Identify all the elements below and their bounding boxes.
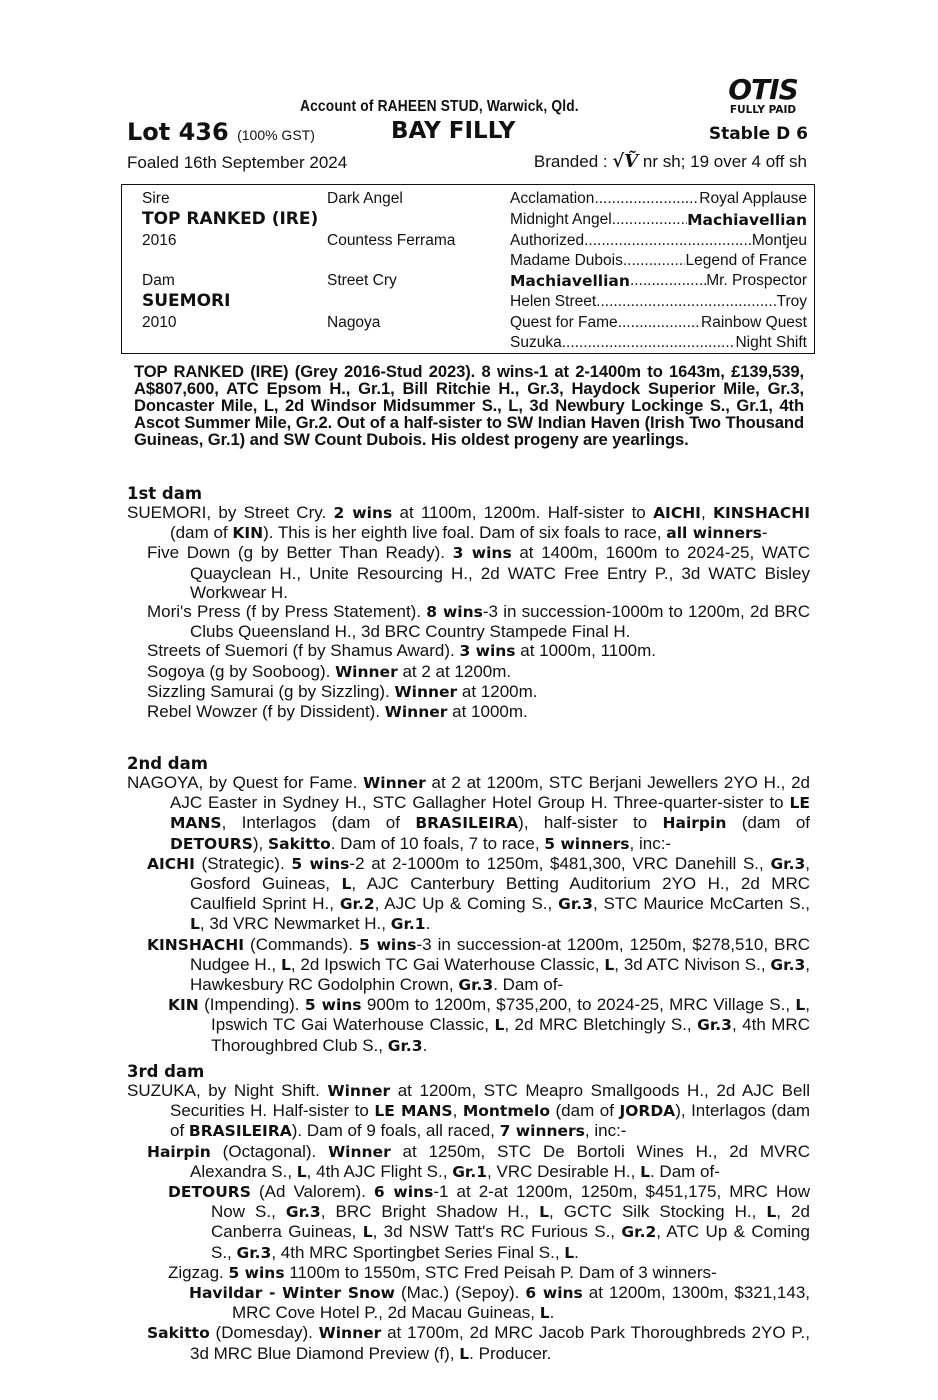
stable-location: Stable D 6 bbox=[708, 124, 808, 144]
gst-note: (100% GST) bbox=[237, 127, 315, 143]
otis-fully-paid-logo bbox=[720, 73, 806, 116]
grandparent-left: Madame Dubois bbox=[510, 252, 623, 269]
dam-entry: SUZUKA, by Night Shift. Winner at 1200m, STC Meapro Smallgoods H., 2d AJC Bell Securities H. Half-sister to LE MANS, Montmelo (dam of JORDA), Interlagos (dam of BRASILEIRA). Dam of 9 foals, all raced, 7 winners, inc:- bbox=[127, 1081, 811, 1141]
grandparent-row bbox=[510, 231, 807, 251]
sire-summary: TOP RANKED (IRE) (Grey 2016-Stud 2023). 8 wins-1 at 2-1400m to 1643m, £139,539, A$807,600, ATC Epsom H., Gr.1, Bill Ritchie H., Gr.3, Haydock Superior Mile, Gr.3, Doncaster Mile, L, 2d Windsor Midsummer S., L, 3d Newbury Lockinge S., Gr.1, 4th Ascot Summer Mile, Gr.2. Out of a half-sister to SW Indian Haven (Irish Two Thousand Guineas, Gr.1) and SW Count Dubois. His oldest progeny are yearlings. bbox=[134, 362, 804, 449]
progeny-entry: Mori's Press (f by Press Statement). 8 wins-3 in succession-1000m to 1200m, 2d BRC Clubs Queensland H., 3d BRC Country Stampede Final H. bbox=[147, 602, 810, 642]
grandparent-left: Machiavellian bbox=[510, 272, 630, 290]
horse-description: BAY FILLY bbox=[391, 118, 516, 144]
progeny-entry: Zigzag. 5 wins 1100m to 1550m, STC Fred Peisah P. Dam of 3 winners- bbox=[168, 1262, 717, 1282]
dam-of-dam: Nagoya bbox=[327, 314, 381, 331]
progeny-entry: KINSHACHI (Commands). 5 wins-3 in succession-at 1200m, 1250m, $278,510, BRC Nudgee H., L, 2d Ipswich TC Gai Waterhouse Classic, L, 3d ATC Nivison S., Gr.3, Hawkesbury RC Godolphin Crown, Gr.3. Dam of- bbox=[147, 934, 810, 995]
sire-name: TOP RANKED (IRE) bbox=[142, 209, 319, 229]
grandparent-row bbox=[510, 292, 807, 312]
progeny-entry: DETOURS (Ad Valorem). 6 wins-1 at 2-at 1200m, 1250m, $451,175, MRC How Now S., Gr.3, BRC Bright Shadow H., L, GCTC Silk Stocking H., L, 2d Canberra Guineas, L, 3d NSW Tatt's RC Furious S., Gr.2, ATC Up & Coming S., Gr.3, 4th MRC Sportingbet Series Final S., L. bbox=[168, 1182, 811, 1262]
grandparent-right: Legend of France bbox=[685, 252, 807, 269]
sire-label: Sire bbox=[142, 190, 170, 207]
vendor-account: Account of RAHEEN STUD, Warwick, Qld. bbox=[300, 98, 579, 115]
progeny-entry: Havildar - Winter Snow (Mac.) (Sepoy). 6 wins at 1200m, 1300m, $321,143, MRC Cove Hotel P., 2d Macau Guineas, L. bbox=[189, 1283, 810, 1323]
progeny-entry: Five Down (g by Better Than Ready). 3 wins at 1400m, 1600m to 2024-25, WATC Quayclean H., Unite Resourcing H., 2d WATC Free Entry P., 3d WATC Bisley Workwear H. bbox=[147, 543, 810, 602]
grandparent-right: Montjeu bbox=[751, 232, 807, 249]
progeny-entry: Hairpin (Octagonal). Winner at 1250m, STC De Bortoli Wines H., 2d MVRC Alexandra S., L, 4th AJC Flight S., Gr.1, VRC Desirable H., L. Dam of- bbox=[147, 1141, 810, 1181]
first-dam-section bbox=[127, 484, 810, 722]
progeny-entry: Sakitto (Domesday). Winner at 1700m, 2d MRC Jacob Park Thoroughbreds 2YO P., 3d MRC Blue Diamond Preview (f), L. Producer. bbox=[147, 1323, 810, 1363]
third-dam-entries bbox=[127, 1081, 810, 1364]
third-dam-heading: 3rd dam bbox=[127, 1062, 205, 1081]
grandparent-row bbox=[510, 333, 807, 353]
grandparent-row bbox=[510, 313, 807, 333]
grandparent-row bbox=[510, 189, 807, 209]
sire-year: 2016 bbox=[142, 232, 177, 249]
sire-of-sire: Dark Angel bbox=[327, 190, 403, 207]
branded-detail: nr sh; 19 over 4 off sh bbox=[642, 152, 807, 171]
first-dam-entries bbox=[127, 503, 810, 722]
third-dam-section bbox=[127, 1062, 810, 1364]
grandparent-right: Royal Applause bbox=[699, 190, 807, 207]
dam-entry: NAGOYA, by Quest for Fame. Winner at 2 at 1200m, STC Berjani Jewellers 2YO H., 2d AJC Easter in Sydney H., STC Gallagher Hotel Group H. Three-quarter-sister to LE MANS, Interlagos (dam of BRASILEIRA), half-sister to Hairpin (dam of DETOURS), Sakitto. Dam of 10 foals, 7 to race, 5 winners, inc:- bbox=[127, 773, 811, 853]
otis-logo-icon: OTIS bbox=[728, 73, 798, 106]
grandparent-row bbox=[510, 251, 807, 271]
grandparent-left: Acclamation bbox=[510, 190, 595, 207]
brand-mark-icon: √Ṽ bbox=[612, 151, 639, 172]
grandparent-left: Quest for Fame bbox=[510, 314, 618, 331]
second-dam-entries bbox=[127, 773, 810, 1056]
progeny-entry: KIN (Impending). 5 wins 900m to 1200m, $735,200, to 2024-25, MRC Village S., L, Ipswich TC Gai Waterhouse Classic, L, 2d MRC Bletchingly S., Gr.3, 4th MRC Thoroughbred Club S., Gr.3. bbox=[168, 995, 810, 1055]
dam-label: Dam bbox=[142, 272, 175, 289]
grandparent-left: Helen Street bbox=[510, 293, 597, 310]
sire-of-dam: Street Cry bbox=[327, 272, 397, 289]
grandparent-row bbox=[510, 210, 807, 230]
grandparent-row bbox=[510, 271, 807, 291]
dam-name: SUEMORI bbox=[142, 291, 231, 311]
dam-of-sire: Countess Ferrama bbox=[327, 232, 456, 249]
dam-entry: SUEMORI, by Street Cry. 2 wins at 1100m, 1200m. Half-sister to AICHI, KINSHACHI (dam of KIN). This is her eighth live foal. Dam of six foals to race, all winners- bbox=[127, 503, 810, 543]
lot-line bbox=[127, 118, 810, 152]
progeny-entry: Sogoya (g by Sooboog). Winner at 2 at 1200m. bbox=[147, 661, 512, 681]
grandparent-left: Midnight Angel bbox=[510, 211, 612, 228]
dam-year: 2010 bbox=[142, 314, 177, 331]
fully-paid-label: FULLY PAID bbox=[729, 104, 797, 116]
lot-number bbox=[127, 118, 315, 146]
grandparent-right: Night Shift bbox=[735, 334, 807, 351]
branded-label: Branded : bbox=[533, 152, 608, 171]
second-dam-heading: 2nd dam bbox=[127, 754, 208, 773]
pedigree-table bbox=[121, 184, 815, 354]
grandparent-right: Mr. Prospector bbox=[706, 272, 807, 289]
grandparent-left: Authorized bbox=[510, 232, 585, 249]
brand-info bbox=[534, 151, 807, 172]
grandparent-right: Machiavellian bbox=[687, 211, 807, 229]
foaled-date: Foaled 16th September 2024 bbox=[127, 153, 348, 172]
lot-label: Lot 436 bbox=[127, 118, 229, 146]
progeny-entry: AICHI (Strategic). 5 wins-2 at 2-1000m to 1250m, $481,300, VRC Danehill S., Gr.3, Gosford Guineas, L, AJC Canterbury Betting Auditorium 2YO H., 2d MRC Caulfield Sprint H., Gr.2, AJC Up & Coming S., Gr.3, STC Maurice McCarten S., L, 3d VRC Newmarket H., Gr.1. bbox=[147, 853, 811, 934]
grandparent-right: Troy bbox=[776, 293, 807, 310]
grandparent-left: Suzuka bbox=[510, 334, 562, 351]
second-dam-section bbox=[127, 754, 810, 1056]
progeny-entry: Sizzling Samurai (g by Sizzling). Winner at 1200m. bbox=[147, 681, 538, 701]
progeny-entry: Rebel Wowzer (f by Dissident). Winner at 1000m. bbox=[147, 702, 528, 722]
progeny-entry: Streets of Suemori (f by Shamus Award). 3 wins at 1000m, 1100m. bbox=[147, 641, 657, 661]
first-dam-heading: 1st dam bbox=[127, 484, 203, 503]
grandparent-right: Rainbow Quest bbox=[701, 314, 807, 331]
